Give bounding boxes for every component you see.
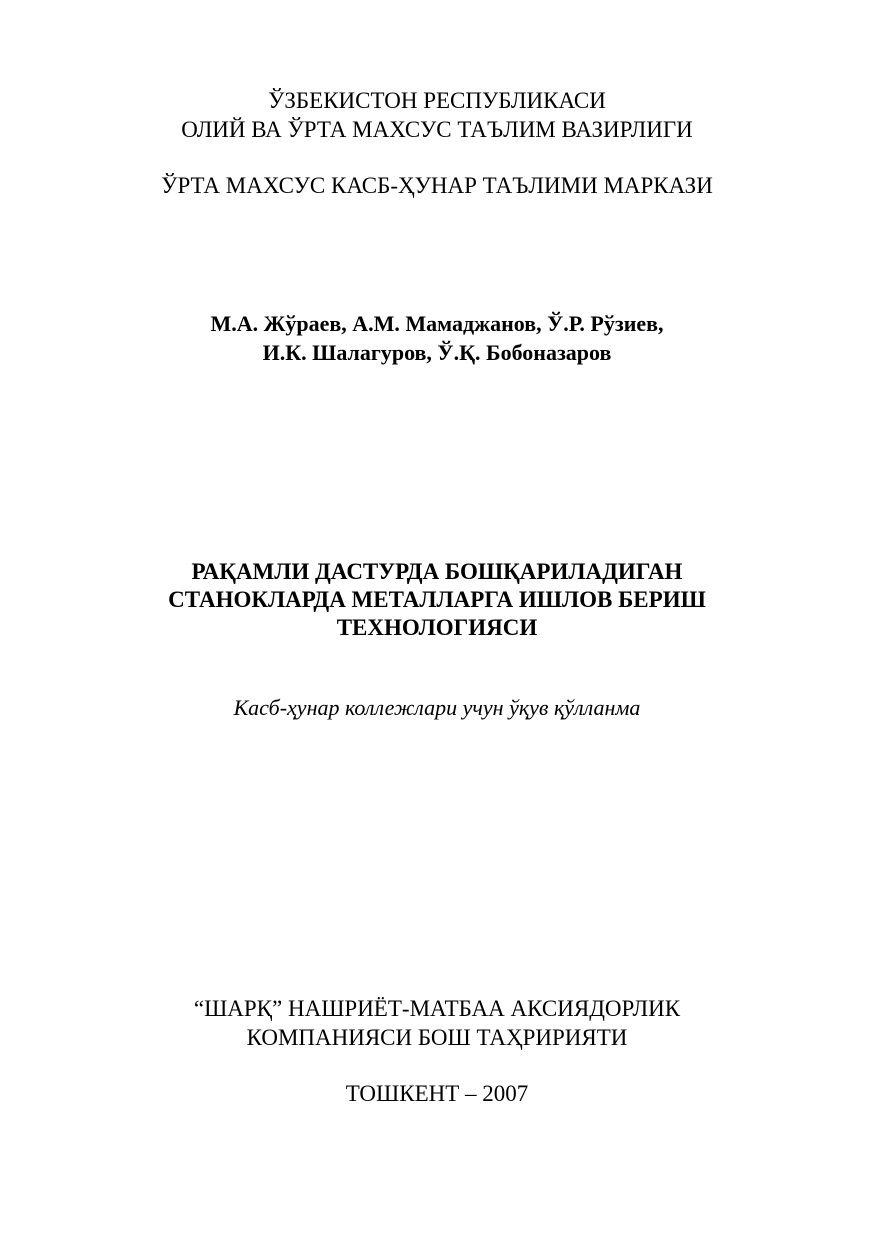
ministry-heading: ОЛИЙ ВА ЎРТА МАХСУС ТАЪЛИМ ВАЗИРЛИГИ bbox=[181, 117, 693, 142]
book-title-line-3: ТЕХНОЛОГИЯСИ bbox=[336, 615, 538, 640]
publisher-line-1: “ШАРҚ” НАШРИЁТ-МАТБАА АКСИЯДОРЛИК bbox=[193, 996, 681, 1021]
authors-line-2: И.К. Шалагуров, Ў.Қ. Бобоназаров bbox=[262, 340, 612, 365]
center-heading: ЎРТА МАХСУС КАСБ-ҲУНАР ТАЪЛИМИ МАРКАЗИ bbox=[161, 173, 713, 198]
authors-line-1: М.А. Жўраев, А.М. Мамаджанов, Ў.Р. Рўзиев, bbox=[210, 311, 664, 336]
imprint-city-year: ТОШКЕНТ – 2007 bbox=[345, 1081, 529, 1106]
publisher-line-2: КОМПАНИЯСИ БОШ ТАҲРИРИЯТИ bbox=[246, 1025, 628, 1050]
book-subtitle: Касб-ҳунар коллежлари учун ўқув қўлланма bbox=[233, 695, 641, 720]
country-heading: ЎЗБЕКИСТОН РЕСПУБЛИКАСИ bbox=[268, 88, 606, 113]
book-title-line-1: РАҚАМЛИ ДАСТУРДА БОШҚАРИЛАДИГАН bbox=[191, 559, 683, 584]
book-title-line-2: СТАНОКЛАРДА МЕТАЛЛАРГА ИШЛОВ БЕРИШ bbox=[168, 587, 706, 612]
